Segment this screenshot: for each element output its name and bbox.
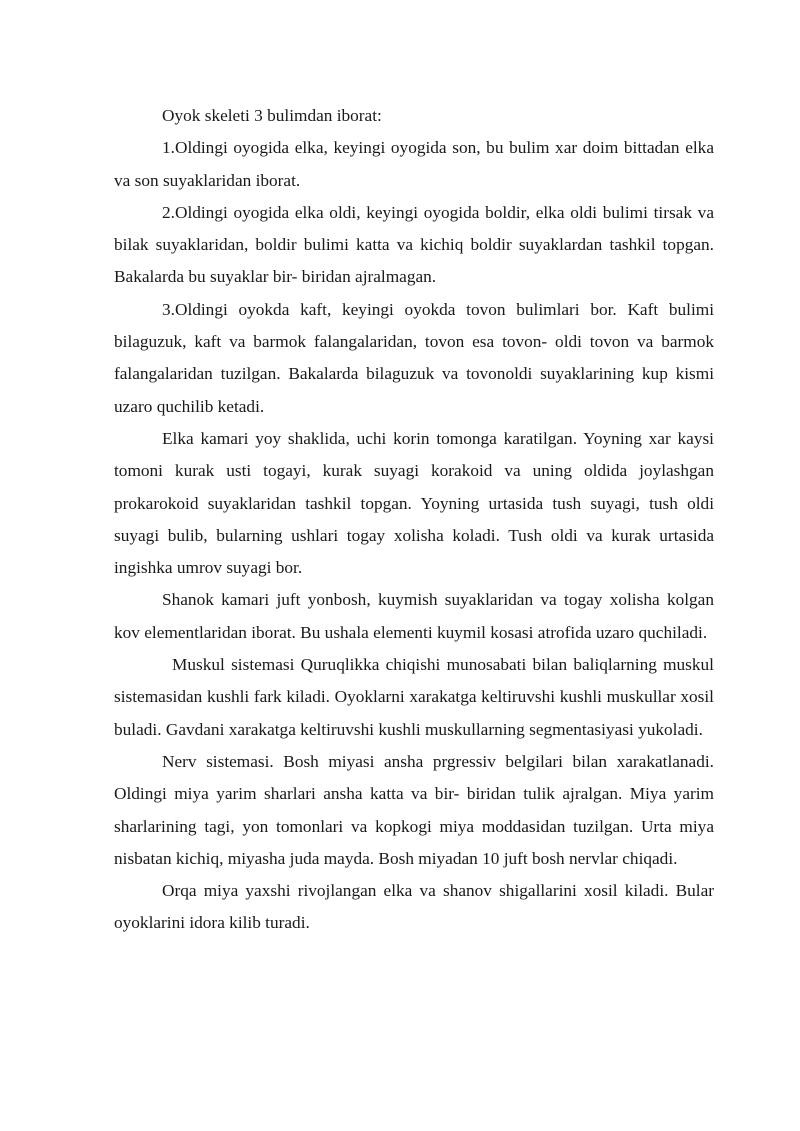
paragraph-item-3: 3.Oldingi oyokda kaft, keyingi oyokda tovon bulimlari bor. Kaft bulimi bilaguzuk, kaft va barmok falangalaridan, tovon esa tovon- oldi tovon va barmok falangalaridan tuzilgan. Bakalarda bilaguzuk va tovonoldi suyaklarining kup kismi uzaro quchilib ketadi. (114, 299, 714, 416)
document-page (114, 100, 714, 940)
paragraph-nervous-system: Nerv sistemasi. Bosh miyasi ansha prgressiv belgilari bilan xarakatlanadi. Oldingi miya yarim sharlari ansha katta va bir- biridan tulik ajralgan. Miya yarim sharlarining tagi, yon tomonlari va kopkogi miya moddasidan tuzilgan. Urta miya nisbatan kichiq, miyasha juda mayda. Bosh miyadan 10 juft bosh nervlar chiqadi. (114, 751, 714, 868)
section-heading: Oyok skeleti 3 bulimdan iborat: (162, 106, 382, 125)
paragraph-item-2: 2.Oldingi oyogida elka oldi, keyingi oyogida boldir, elka oldi bulimi tirsak va bilak suyaklaridan, boldir bulimi katta va kichiq boldir suyaklardan tashkil topgan. Bakalarda bu suyaklar bir- biridan ajralmagan. (114, 202, 714, 287)
paragraph-spinal-cord: Orqa miya yaxshi rivojlangan elka va shanov shigallarini xosil kiladi. Bular oyoklarini idora kilib turadi. (114, 881, 714, 933)
paragraph-muscle-system: Muskul sistemasi Quruqlikka chiqishi munosabati bilan baliqlarning muskul sistemasidan kushli fark kiladi. Oyoklarni xarakatga keltiruvshi kushli muskullar xosil buladi. Gavdani xarakatga keltiruvshi kushli muskullarning segmentasiyasi yukoladi. (114, 655, 714, 739)
paragraph-pelvic-girdle: Shanok kamari juft yonbosh, kuymish suyaklaridan va togay xolisha kolgan kov elementlaridan iborat. Bu ushala elementi kuymil kosasi atrofida uzaro quchiladi. (114, 590, 714, 642)
paragraph-item-1: 1.Oldingi oyogida elka, keyingi oyogida son, bu bulim xar doim bittadan elka va son suyaklaridan iborat. (114, 138, 714, 190)
paragraph-shoulder-girdle: Elka kamari yoy shaklida, uchi korin tomonga karatilgan. Yoyning xar kaysi tomoni kurak usti togayi, kurak suyagi korakoid va uning oldida joylashgan prokarokoid suyaklaridan tashkil topgan. Yoyning urtasida tush suyagi, tush oldi suyagi bulib, bularning ushlari togay xolisha koladi. Tush oldi va kurak urtasida ingishka umrov suyagi bor. (114, 428, 714, 578)
